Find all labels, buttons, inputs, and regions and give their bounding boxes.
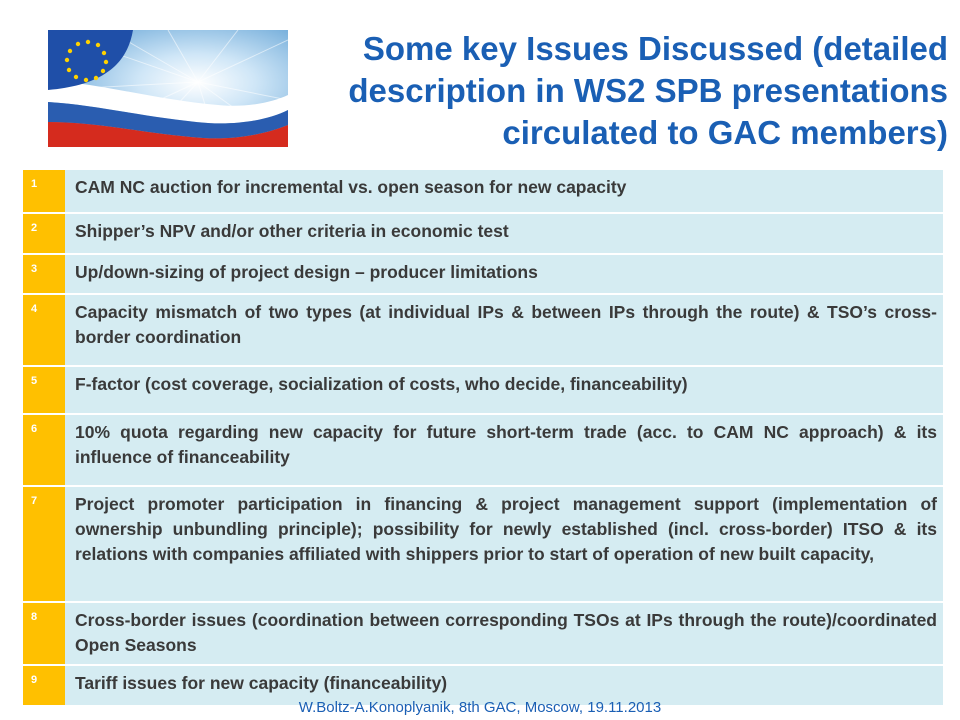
page-title — [268, 28, 948, 154]
issue-row — [23, 602, 943, 665]
issue-number: 5 — [23, 366, 65, 414]
issue-row — [23, 486, 943, 602]
issue-number: 1 — [23, 170, 65, 213]
eu-russia-flag-logo — [48, 30, 288, 147]
issue-row — [23, 254, 943, 294]
issue-text: Project promoter participation in financing & project management support (implementation of ownership unbundling principle); possibility for newly established (incl. cross-border) ITSO & its relations with companies affiliated with shippers prior to start of operation of new built capacity, — [65, 486, 943, 602]
issue-text: F-factor (cost coverage, socialization of costs, who decide, financeability) — [65, 366, 943, 414]
issue-number: 3 — [23, 254, 65, 294]
title-line: Some key Issues Discussed (detailed — [362, 30, 948, 67]
issue-text: Tariff issues for new capacity (financeability) — [65, 665, 943, 705]
issue-row — [23, 366, 943, 414]
logo-graphic — [48, 30, 288, 147]
issue-text: 10% quota regarding new capacity for future short-term trade (acc. to CAM NC approach) & its influence of financeability — [65, 414, 943, 486]
issue-text: Shipper’s NPV and/or other criteria in economic test — [65, 213, 943, 254]
issue-number: 2 — [23, 213, 65, 254]
issue-number: 4 — [23, 294, 65, 366]
issue-text: CAM NC auction for incremental vs. open season for new capacity — [65, 170, 943, 213]
issue-row — [23, 414, 943, 486]
issue-text: Cross-border issues (coordination between corresponding TSOs at IPs through the route)/coordinated Open Seasons — [65, 602, 943, 665]
issue-number: 7 — [23, 486, 65, 602]
footer-credit: W.Boltz-A.Konoplyanik, 8th GAC, Moscow, 19.11.2013 — [298, 699, 662, 716]
issue-row — [23, 294, 943, 366]
title-line: circulated to GAC members) — [502, 114, 948, 151]
issue-row — [23, 213, 943, 254]
issue-text: Capacity mismatch of two types (at individual IPs & between IPs through the route) & TSO’s cross-border coordination — [65, 294, 943, 366]
title-line: description in WS2 SPB presentations — [348, 72, 948, 109]
issue-number: 9 — [23, 665, 65, 705]
issue-number: 8 — [23, 602, 65, 665]
issues-table — [23, 170, 943, 705]
issue-row — [23, 170, 943, 213]
issue-text: Up/down-sizing of project design – producer limitations — [65, 254, 943, 294]
issue-number: 6 — [23, 414, 65, 486]
